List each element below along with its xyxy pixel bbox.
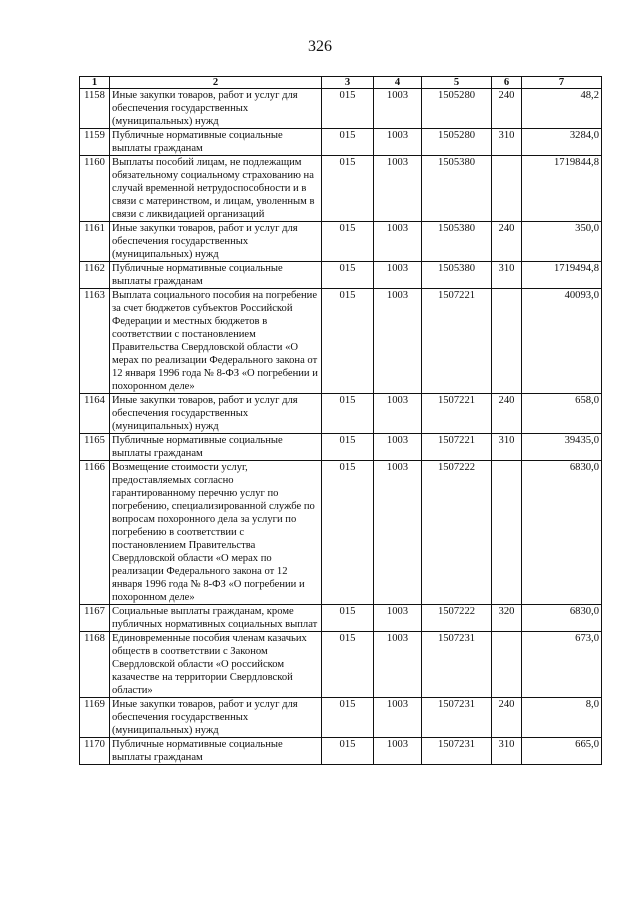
amount-cell: 673,0 xyxy=(522,632,602,698)
expense-type-cell xyxy=(492,289,522,394)
section-cell: 1003 xyxy=(374,698,422,738)
row-number: 1166 xyxy=(80,461,110,605)
expense-type-cell: 240 xyxy=(492,89,522,129)
row-name: Выплаты пособий лицам, не подлежащим обязательному социальному страхованию на случай временной нетрудоспособности и в связи с материнством, и лицам, уволенным в связи с ликвидацией организаций xyxy=(110,156,322,222)
row-number: 1164 xyxy=(80,394,110,434)
column-header: 5 xyxy=(422,77,492,89)
table-header-row xyxy=(80,77,602,89)
row-name: Социальные выплаты гражданам, кроме публичных нормативных социальных выплат xyxy=(110,605,322,632)
column-header: 3 xyxy=(322,77,374,89)
expense-type-cell: 310 xyxy=(492,129,522,156)
row-number: 1170 xyxy=(80,738,110,765)
target-article-cell: 1507221 xyxy=(422,434,492,461)
section-cell: 1003 xyxy=(374,738,422,765)
code-cell: 015 xyxy=(322,89,374,129)
row-number: 1168 xyxy=(80,632,110,698)
table-row xyxy=(80,605,602,632)
code-cell: 015 xyxy=(322,129,374,156)
row-name: Публичные нормативные социальные выплаты гражданам xyxy=(110,434,322,461)
code-cell: 015 xyxy=(322,632,374,698)
target-article-cell: 1507231 xyxy=(422,632,492,698)
row-number: 1158 xyxy=(80,89,110,129)
amount-cell: 3284,0 xyxy=(522,129,602,156)
page-number: 326 xyxy=(308,38,332,55)
section-cell: 1003 xyxy=(374,89,422,129)
column-header: 2 xyxy=(110,77,322,89)
code-cell: 015 xyxy=(322,289,374,394)
target-article-cell: 1507231 xyxy=(422,698,492,738)
column-header: 6 xyxy=(492,77,522,89)
section-cell: 1003 xyxy=(374,394,422,434)
row-number: 1161 xyxy=(80,222,110,262)
target-article-cell: 1507222 xyxy=(422,605,492,632)
table-row xyxy=(80,222,602,262)
table-row xyxy=(80,89,602,129)
row-name: Иные закупки товаров, работ и услуг для обеспечения государственных (муниципальных) нужд xyxy=(110,394,322,434)
code-cell: 015 xyxy=(322,222,374,262)
column-header: 4 xyxy=(374,77,422,89)
row-name: Публичные нормативные социальные выплаты гражданам xyxy=(110,262,322,289)
amount-cell: 6830,0 xyxy=(522,461,602,605)
table-row xyxy=(80,434,602,461)
table-row xyxy=(80,394,602,434)
target-article-cell: 1505280 xyxy=(422,129,492,156)
expense-type-cell xyxy=(492,156,522,222)
target-article-cell: 1505280 xyxy=(422,89,492,129)
table-row xyxy=(80,289,602,394)
table-row xyxy=(80,738,602,765)
table-row xyxy=(80,461,602,605)
code-cell: 015 xyxy=(322,461,374,605)
row-name: Иные закупки товаров, работ и услуг для обеспечения государственных (муниципальных) нужд xyxy=(110,89,322,129)
section-cell: 1003 xyxy=(374,289,422,394)
amount-cell: 1719844,8 xyxy=(522,156,602,222)
row-number: 1163 xyxy=(80,289,110,394)
expense-type-cell: 310 xyxy=(492,262,522,289)
table-row xyxy=(80,698,602,738)
expense-type-cell: 240 xyxy=(492,698,522,738)
section-cell: 1003 xyxy=(374,434,422,461)
code-cell: 015 xyxy=(322,262,374,289)
row-name: Публичные нормативные социальные выплаты гражданам xyxy=(110,738,322,765)
section-cell: 1003 xyxy=(374,129,422,156)
code-cell: 015 xyxy=(322,156,374,222)
expense-type-cell xyxy=(492,461,522,605)
amount-cell: 350,0 xyxy=(522,222,602,262)
row-number: 1165 xyxy=(80,434,110,461)
row-name: Публичные нормативные социальные выплаты гражданам xyxy=(110,129,322,156)
section-cell: 1003 xyxy=(374,605,422,632)
code-cell: 015 xyxy=(322,698,374,738)
amount-cell: 39435,0 xyxy=(522,434,602,461)
row-name: Иные закупки товаров, работ и услуг для обеспечения государственных (муниципальных) нужд xyxy=(110,222,322,262)
expense-type-cell: 310 xyxy=(492,434,522,461)
target-article-cell: 1507231 xyxy=(422,738,492,765)
expense-type-cell: 240 xyxy=(492,394,522,434)
row-name: Единовременные пособия членам казачьих обществ в соответствии с Законом Свердловской области «О российском казачестве на территории Свердловской области» xyxy=(110,632,322,698)
row-number: 1159 xyxy=(80,129,110,156)
expense-type-cell: 240 xyxy=(492,222,522,262)
code-cell: 015 xyxy=(322,738,374,765)
row-name: Иные закупки товаров, работ и услуг для обеспечения государственных (муниципальных) нужд xyxy=(110,698,322,738)
expense-type-cell: 310 xyxy=(492,738,522,765)
target-article-cell: 1507221 xyxy=(422,394,492,434)
row-number: 1167 xyxy=(80,605,110,632)
row-number: 1160 xyxy=(80,156,110,222)
target-article-cell: 1505380 xyxy=(422,156,492,222)
section-cell: 1003 xyxy=(374,222,422,262)
row-name: Возмещение стоимости услуг, предоставляемых согласно гарантированному перечню услуг по погребению, специализированной службе по вопросам похоронного дела за услуги по погребению в соответствии с постановлением Правительства Свердловской области «О мерах по реализации Федерального закона от 12 января 1996 года № 8-ФЗ «О погребении и похоронном деле» xyxy=(110,461,322,605)
column-header: 7 xyxy=(522,77,602,89)
code-cell: 015 xyxy=(322,394,374,434)
amount-cell: 1719494,8 xyxy=(522,262,602,289)
amount-cell: 665,0 xyxy=(522,738,602,765)
section-cell: 1003 xyxy=(374,632,422,698)
target-article-cell: 1505380 xyxy=(422,262,492,289)
target-article-cell: 1505380 xyxy=(422,222,492,262)
row-name: Выплата социального пособия на погребение за счет бюджетов субъектов Российской Федерации и местных бюджетов в соответствии с постановлением Правительства Свердловской области «О мерах по реализации Федерального закона от 12 января 1996 года № 8-ФЗ «О погребении и похоронном деле» xyxy=(110,289,322,394)
amount-cell: 6830,0 xyxy=(522,605,602,632)
amount-cell: 658,0 xyxy=(522,394,602,434)
amount-cell: 48,2 xyxy=(522,89,602,129)
table-row xyxy=(80,262,602,289)
section-cell: 1003 xyxy=(374,461,422,605)
budget-table xyxy=(79,76,602,765)
section-cell: 1003 xyxy=(374,262,422,289)
expense-type-cell: 320 xyxy=(492,605,522,632)
target-article-cell: 1507222 xyxy=(422,461,492,605)
row-number: 1162 xyxy=(80,262,110,289)
amount-cell: 40093,0 xyxy=(522,289,602,394)
code-cell: 015 xyxy=(322,605,374,632)
table-row xyxy=(80,632,602,698)
code-cell: 015 xyxy=(322,434,374,461)
section-cell: 1003 xyxy=(374,156,422,222)
table-row xyxy=(80,129,602,156)
expense-type-cell xyxy=(492,632,522,698)
row-number: 1169 xyxy=(80,698,110,738)
amount-cell: 8,0 xyxy=(522,698,602,738)
table-row xyxy=(80,156,602,222)
target-article-cell: 1507221 xyxy=(422,289,492,394)
column-header: 1 xyxy=(80,77,110,89)
